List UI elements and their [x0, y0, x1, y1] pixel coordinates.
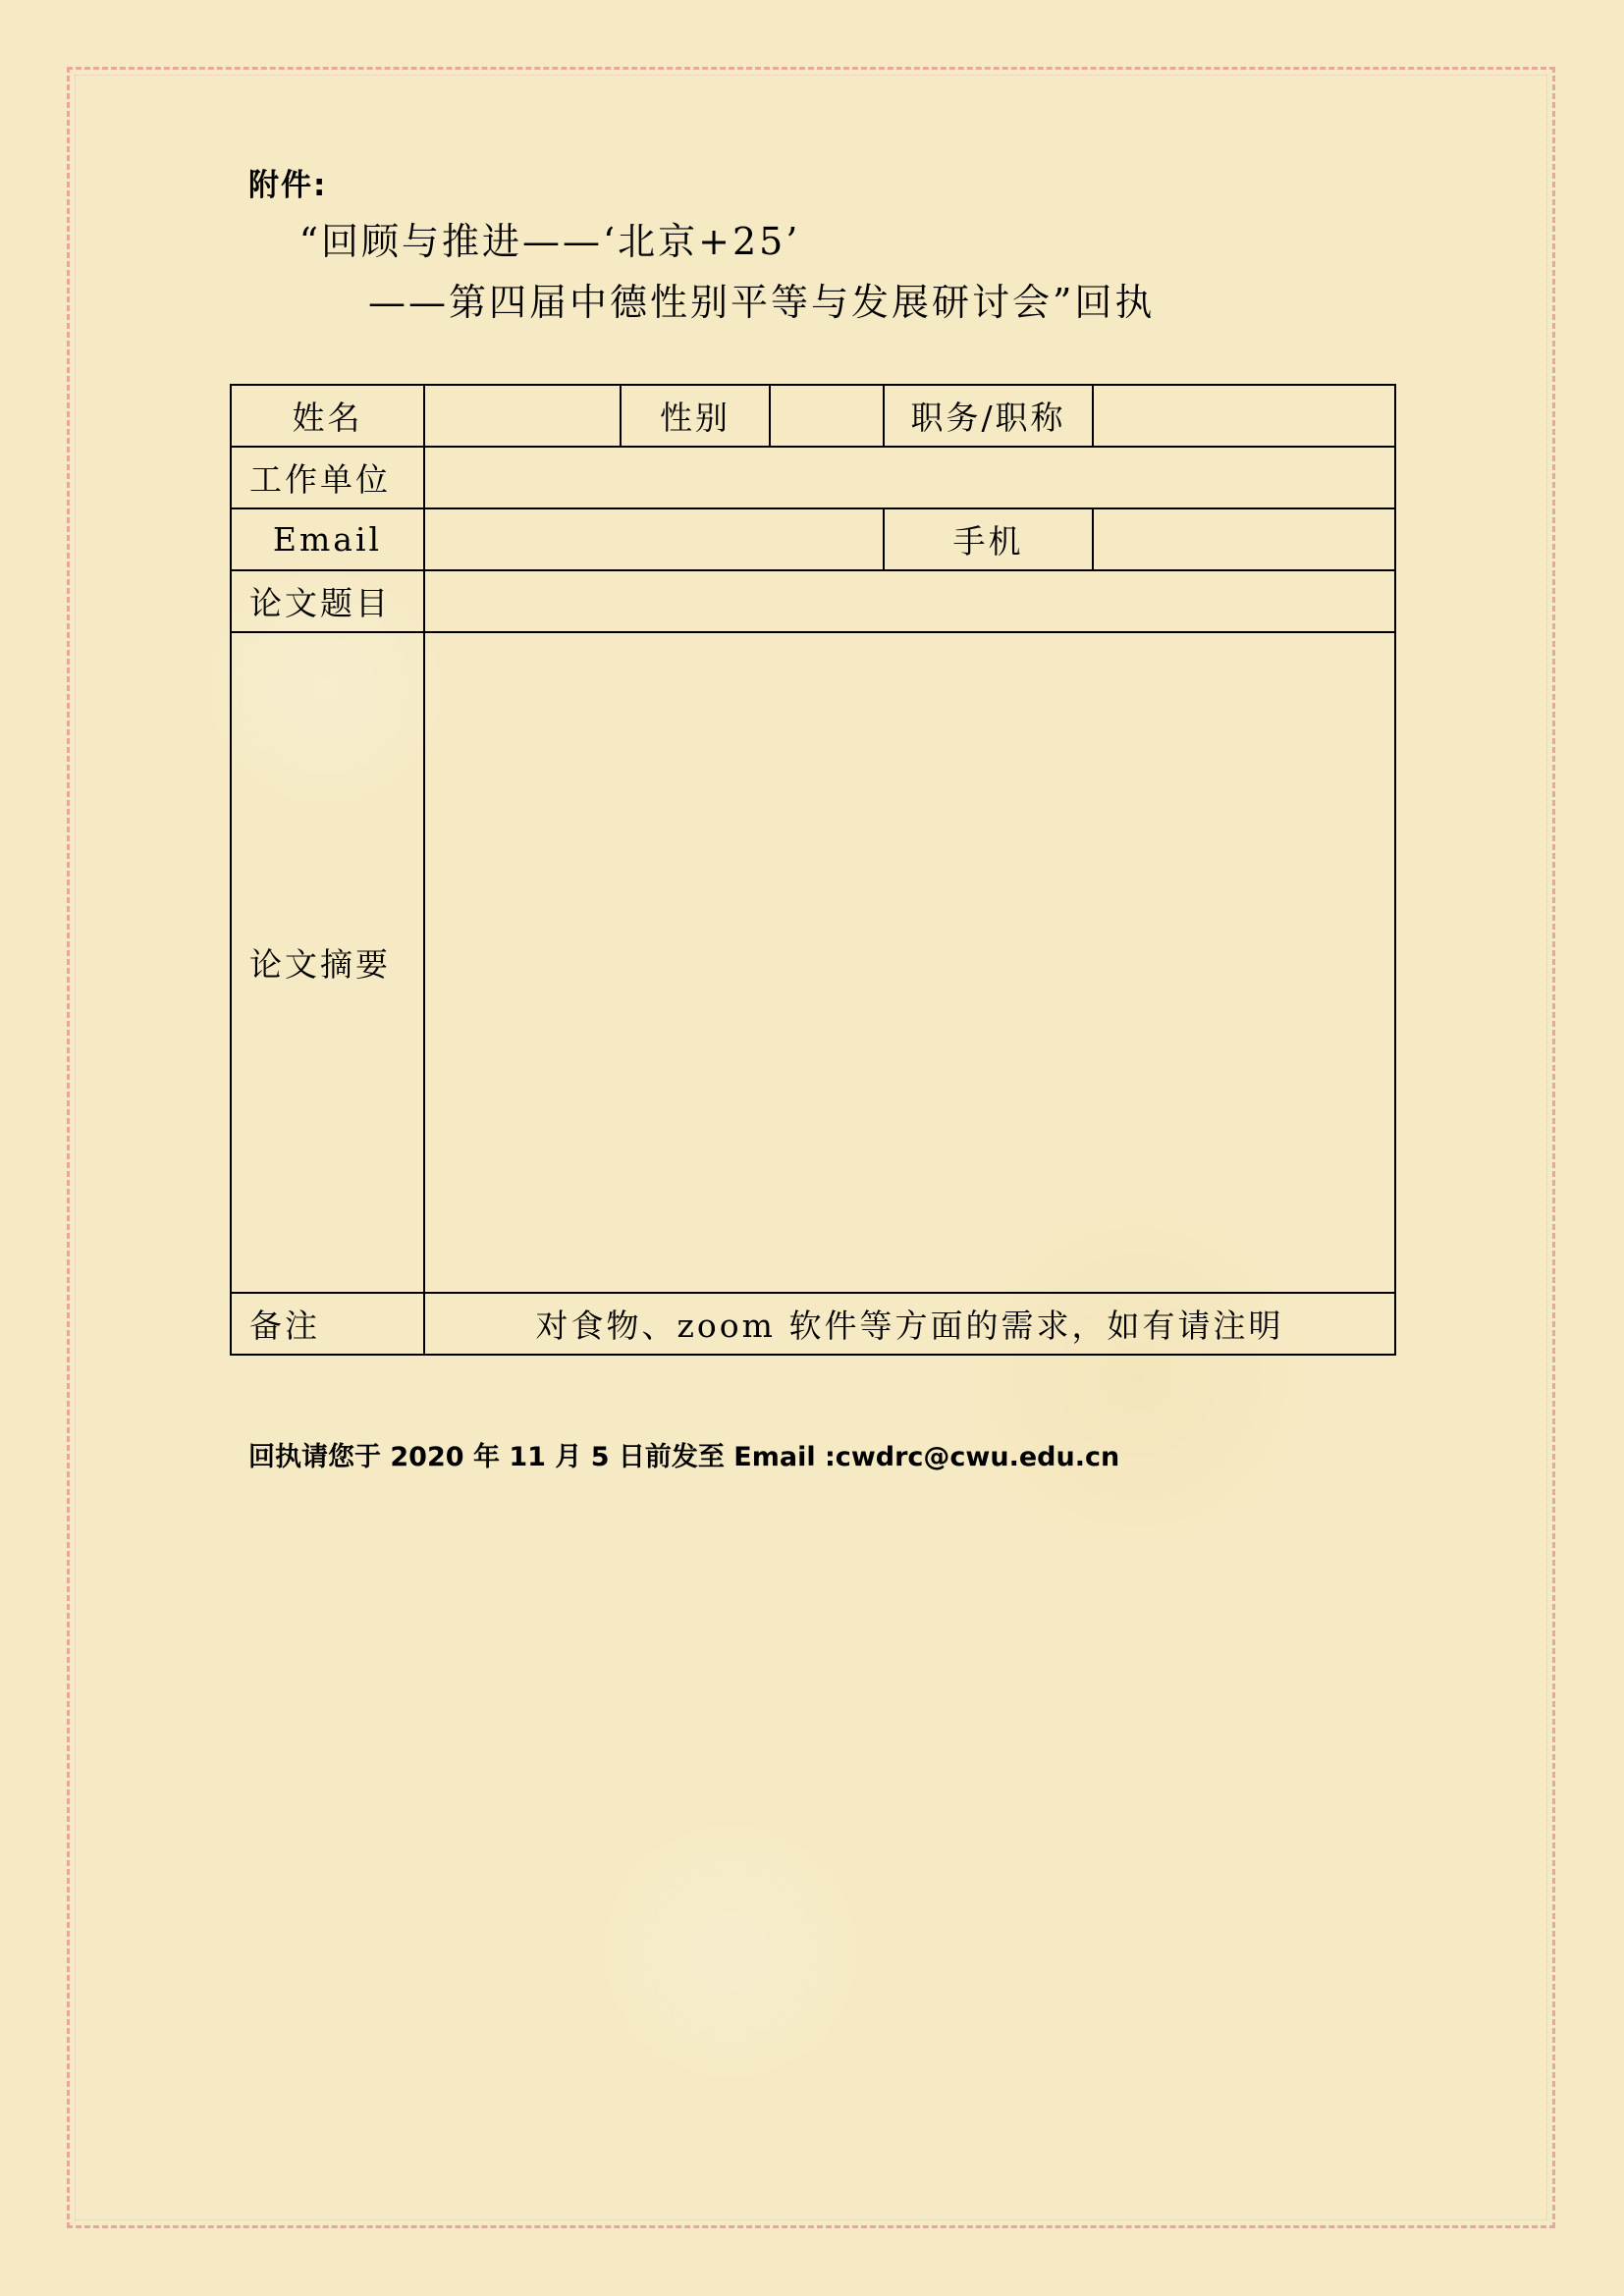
- email-label: Email: [231, 508, 424, 570]
- phone-label: 手机: [884, 508, 1093, 570]
- position-field[interactable]: [1093, 385, 1395, 447]
- document-title-line1: “回顾与推进——‘北京+25’: [298, 220, 801, 263]
- gender-field[interactable]: [770, 385, 884, 447]
- table-row: [231, 570, 1395, 632]
- table-row: [231, 385, 1395, 447]
- table-row: [231, 632, 1395, 1293]
- organization-label: 工作单位: [231, 447, 424, 508]
- table-row: [231, 508, 1395, 570]
- email-field[interactable]: [424, 508, 884, 570]
- paper-title-label: 论文题目: [231, 570, 424, 632]
- paper-title-field[interactable]: [424, 570, 1395, 632]
- attachment-label: 附件:: [248, 168, 328, 203]
- registration-form-table: [230, 384, 1396, 1356]
- phone-field[interactable]: [1093, 508, 1395, 570]
- table-row: [231, 1293, 1395, 1355]
- gender-label: 性别: [621, 385, 770, 447]
- position-label: 职务/职称: [884, 385, 1093, 447]
- deadline-note: 回执请您于 2020 年 11 月 5 日前发至 Email :cwdrc@cwu.edu.cn: [248, 1442, 1120, 1472]
- abstract-label: 论文摘要: [231, 632, 424, 1293]
- remarks-field[interactable]: 对食物、zoom 软件等方面的需求，如有请注明: [424, 1293, 1395, 1355]
- name-field[interactable]: [424, 385, 621, 447]
- organization-field[interactable]: [424, 447, 1395, 508]
- name-label: 姓名: [231, 385, 424, 447]
- table-row: [231, 447, 1395, 508]
- remarks-label: 备注: [231, 1293, 424, 1355]
- document-title-line2: ——第四届中德性别平等与发展研讨会”回执: [368, 281, 1156, 324]
- abstract-field[interactable]: [424, 632, 1395, 1293]
